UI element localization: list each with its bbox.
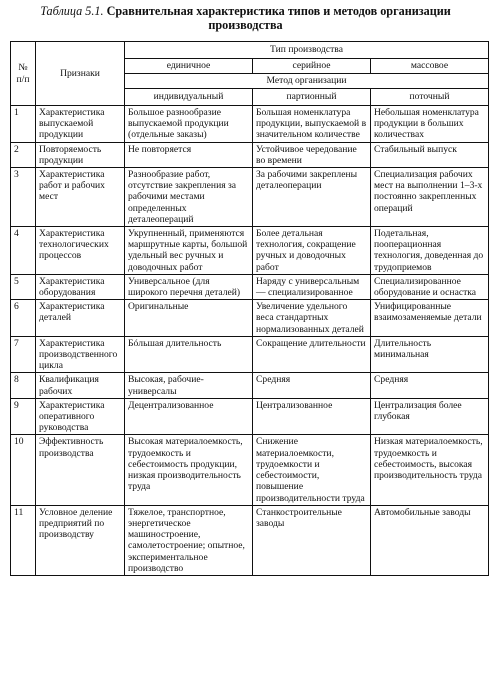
row-sign: Характеристика технологических процессов <box>36 227 125 275</box>
table-row <box>11 398 489 435</box>
cell-flow: Низкая материалоемкость, трудоемкость и себестоимость, высокая производительность труда <box>371 435 489 505</box>
cell-individual: Разнообразие работ, отсутствие закрепления за рабочими местами определенных деталеопераций <box>125 168 253 227</box>
cell-batch: Станкостроительные заводы <box>253 505 371 575</box>
cell-flow: Унифицированные взаимозаменяемые детали <box>371 300 489 337</box>
row-number: 7 <box>11 336 36 373</box>
cell-individual: Не повторяется <box>125 142 253 167</box>
table-row <box>11 435 489 505</box>
table-title <box>10 4 481 32</box>
cell-flow: Специализация рабочих мест на выполнении 1–3-х постоянно закрепленных операций <box>371 168 489 227</box>
table-row <box>11 142 489 167</box>
table-row <box>11 300 489 337</box>
cell-batch: Сокращение длительности <box>253 336 371 373</box>
row-sign: Характеристика работ и рабочих мест <box>36 168 125 227</box>
row-sign: Характеристика выпускаемой продукции <box>36 106 125 143</box>
row-sign: Характеристика деталей <box>36 300 125 337</box>
table-row <box>11 336 489 373</box>
cell-flow: Небольшая номенклатура продукции в больших количествах <box>371 106 489 143</box>
row-sign: Условное деление предприятий по производству <box>36 505 125 575</box>
header-method-flow: поточный <box>371 89 489 106</box>
cell-batch: За рабочими закреплены деталеоперации <box>253 168 371 227</box>
cell-batch: Увеличение удельного веса стандартных нормализованных деталей <box>253 300 371 337</box>
cell-individual: Универсальное (для широкого перечня деталей) <box>125 274 253 299</box>
cell-individual: Укрупненный, применяются маршрутные карты, большой удельный вес ручных и доводочных работ <box>125 227 253 275</box>
table-row <box>11 373 489 398</box>
row-number: 6 <box>11 300 36 337</box>
cell-individual: Оригинальные <box>125 300 253 337</box>
row-sign: Эффективность производства <box>36 435 125 505</box>
row-number: 4 <box>11 227 36 275</box>
cell-batch: Средняя <box>253 373 371 398</box>
table-row <box>11 227 489 275</box>
table-row <box>11 168 489 227</box>
cell-flow: Централизация более глубокая <box>371 398 489 435</box>
row-number: 10 <box>11 435 36 505</box>
table-row <box>11 274 489 299</box>
cell-individual: Высокая, рабочие-универсалы <box>125 373 253 398</box>
row-number: 11 <box>11 505 36 575</box>
table-row <box>11 505 489 575</box>
cell-flow: Подетальная, пооперационная технология, доведенная до трудоприемов <box>371 227 489 275</box>
row-number: 9 <box>11 398 36 435</box>
cell-batch: Большая номенклатура продукции, выпускаемой в значительном количестве <box>253 106 371 143</box>
cell-flow: Длительность минимальная <box>371 336 489 373</box>
header-type-single: единичное <box>125 59 253 74</box>
row-sign: Квалификация рабочих <box>36 373 125 398</box>
row-number: 1 <box>11 106 36 143</box>
cell-individual: Тяжелое, транспортное, энергетическое машиностроение, самолетостроение; опытное, экспериментальное производство <box>125 505 253 575</box>
table-row <box>11 106 489 143</box>
cell-batch: Снижение материалоемкости, трудоемкости и себестоимости, повышение производительности труда <box>253 435 371 505</box>
cell-individual: Децентрализованное <box>125 398 253 435</box>
header-num: № п/п <box>11 42 36 106</box>
row-number: 3 <box>11 168 36 227</box>
cell-individual: Высокая материалоемкость, трудоемкость и себестоимость продукции, низкая производительность труда <box>125 435 253 505</box>
row-number: 8 <box>11 373 36 398</box>
cell-batch: Наряду с универсальным — специализированное <box>253 274 371 299</box>
cell-flow: Специализированное оборудование и оснастка <box>371 274 489 299</box>
header-signs: Признаки <box>36 42 125 106</box>
cell-flow: Автомобильные заводы <box>371 505 489 575</box>
comparison-table <box>10 41 489 576</box>
header-org-method: Метод организации <box>125 74 489 89</box>
table-title-text: Сравнительная характеристика типов и методов организации производства <box>106 4 451 32</box>
header-type-serial: серийное <box>253 59 371 74</box>
row-sign: Характеристика оборудования <box>36 274 125 299</box>
header-production-type: Тип производства <box>125 42 489 59</box>
header-method-individual: индивидуальный <box>125 89 253 106</box>
cell-batch: Централизованное <box>253 398 371 435</box>
cell-batch: Устойчивое чередование во времени <box>253 142 371 167</box>
cell-individual: Бóльшая длительность <box>125 336 253 373</box>
row-number: 5 <box>11 274 36 299</box>
header-method-batch: партионный <box>253 89 371 106</box>
row-sign: Характеристика оперативного руководства <box>36 398 125 435</box>
header-type-mass: массовое <box>371 59 489 74</box>
row-sign: Повторяемость продукции <box>36 142 125 167</box>
cell-batch: Более детальная технология, сокращение ручных и доводочных работ <box>253 227 371 275</box>
table-number: Таблица 5.1. <box>40 4 104 18</box>
row-number: 2 <box>11 142 36 167</box>
row-sign: Характеристика производственного цикла <box>36 336 125 373</box>
cell-flow: Средняя <box>371 373 489 398</box>
cell-individual: Большое разнообразие выпускаемой продукции (отдельные заказы) <box>125 106 253 143</box>
cell-flow: Стабильный выпуск <box>371 142 489 167</box>
